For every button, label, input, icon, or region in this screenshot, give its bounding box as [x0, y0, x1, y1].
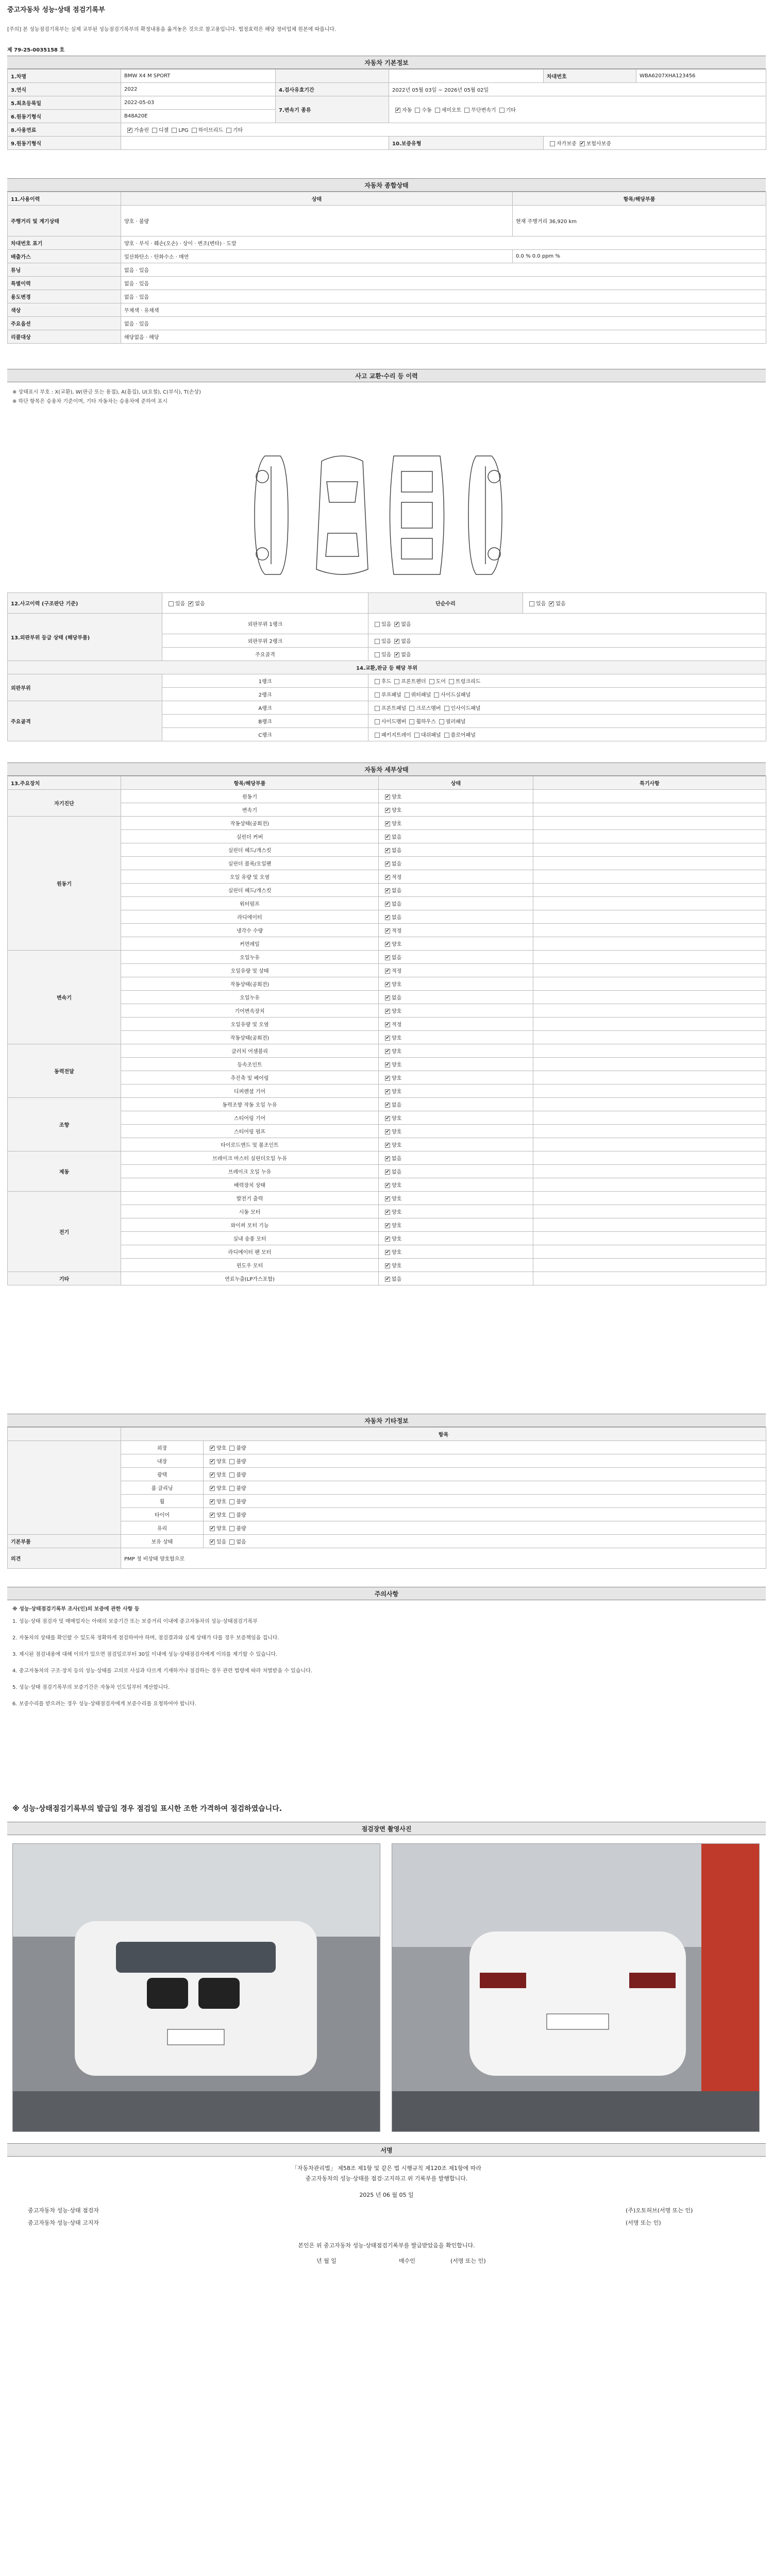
detail-item-name: 발전기 출력	[121, 1192, 379, 1205]
label-engine: 6.원동기형식	[8, 110, 121, 123]
detail-item-name: 브레이크 오일 누유	[121, 1165, 379, 1178]
detail-item-note	[533, 1151, 766, 1165]
detail-item-note	[533, 910, 766, 924]
other-group-label	[8, 1441, 121, 1535]
detail-row	[8, 1058, 766, 1071]
detail-item-note	[533, 991, 766, 1004]
label-color: 색상	[8, 303, 121, 317]
value-special: 없음 · 있음	[121, 277, 766, 290]
other-item-state: ✔ 양호 불량	[204, 1468, 766, 1481]
other-row	[8, 1508, 766, 1521]
value-buyer: (서명 또는 인)	[450, 2258, 486, 2264]
detail-item-state: ✔ 적정	[379, 870, 533, 884]
detail-item-state: ✔ 없음	[379, 857, 533, 870]
basic-info-table	[7, 69, 766, 150]
detail-item-state: ✔ 없음	[379, 951, 533, 964]
detail-group-label: 자기진단	[8, 790, 121, 817]
detail-item-state: ✔ 없음	[379, 991, 533, 1004]
other-item-name: 휠	[121, 1495, 204, 1508]
detail-row	[8, 910, 766, 924]
transmission-options: ✔ 자동 수동 세미오토 무단변속기 기타	[389, 96, 766, 123]
label-tuning: 튜닝	[8, 263, 121, 277]
detail-item-note	[533, 1192, 766, 1205]
detail-item-note	[533, 1058, 766, 1071]
notes-emphasis: ※ 성능·상태점검기록부의 발급일 경우 점검일 표시한 조한 가격하여 점검하였습니다.	[12, 1805, 282, 1813]
detail-item-state: ✔ 적정	[379, 964, 533, 977]
detail-item-note	[533, 1098, 766, 1111]
other-item-state: ✔ 양호 불량	[204, 1454, 766, 1468]
detail-row	[8, 1232, 766, 1245]
detail-row	[8, 790, 766, 803]
detail-item-name: 오일누유	[121, 991, 379, 1004]
detail-row	[8, 817, 766, 830]
detail-row	[8, 1218, 766, 1232]
other-item-name: 유리	[121, 1521, 204, 1535]
value-seller: (서명 또는 인)	[626, 2219, 661, 2226]
overall-head-2: 상태	[121, 192, 513, 206]
label-options: 주요옵션	[8, 317, 121, 330]
detail-row	[8, 991, 766, 1004]
section-overall-title: 자동차 종합상태	[7, 178, 766, 192]
label-inspector: 중고자동차 성능·상태 점검자	[28, 2207, 99, 2214]
value-mileage-state: 양호 · 불량	[121, 206, 513, 236]
other-item-state: ✔ 양호 불량	[204, 1441, 766, 1454]
section-repair-title: 사고 교환·수리 등 이력	[7, 369, 766, 382]
detail-item-state: ✔ 양호	[379, 1058, 533, 1071]
other-item-state: ✔ 양호 불량	[204, 1508, 766, 1521]
other-item-name: 타이어	[121, 1508, 204, 1521]
detail-item-note	[533, 1205, 766, 1218]
detail-group-label: 전기	[8, 1192, 121, 1272]
detail-item-state: ✔ 없음	[379, 1151, 533, 1165]
notes-line-6: 6. 보증수리를 받으려는 경우 성능·상태점검자에게 보증수리를 요청하여야 합니다.	[12, 1701, 196, 1707]
other-info-table: 항목 외장 ✔ 양호 불량 내장 ✔ 양호 불량 광택 ✔ 양호 불량 룸 클리닝 ✔ 양호 불량 휠 ✔ 양호 불량 타이어 ✔ 양호 불량 유리 ✔ 양호 불량 기본부품 보유 상태 ✔ 있음 없음 의견 PMP 정 비상태 양호함으로	[7, 1427, 766, 1569]
detail-row	[8, 1044, 766, 1058]
detail-item-state: ✔ 없음	[379, 843, 533, 857]
detail-item-name: 연료누출(LP가스포함)	[121, 1272, 379, 1285]
detail-item-state: ✔ 양호	[379, 1071, 533, 1084]
detail-item-note	[533, 977, 766, 991]
other-item-name: 내장	[121, 1454, 204, 1468]
repair-legend: ※ 상태표시 부호 : X(교환), W(판금 또는 용접), A(흠집), U(요철), C(부식), T(손상)	[12, 389, 201, 395]
detail-item-name: 타이로드엔드 및 볼조인트	[121, 1138, 379, 1151]
fuel-options: ✔ 가솔린 디젤 LPG 하이브리드 기타	[121, 123, 766, 137]
detail-group-label: 원동기	[8, 817, 121, 951]
notes-line-3: 3. 제시된 점검내용에 대해 이의가 있으면 점검일로부터 30일 이내에 성능·상태점검자에게 이의를 제기할 수 있습니다.	[12, 1652, 278, 1657]
detail-item-name: 실내 송풍 모터	[121, 1232, 379, 1245]
detail-item-name: 오일누유	[121, 951, 379, 964]
detail-item-state: ✔ 양호	[379, 1245, 533, 1259]
detail-item-note	[533, 897, 766, 910]
other-row	[8, 1481, 766, 1495]
detail-item-note	[533, 803, 766, 817]
section-other-title: 자동차 기타정보	[7, 1414, 766, 1427]
value-emission: 0.0 % 0.0 ppm %	[513, 250, 766, 263]
detail-head-2: 항목/해당부품	[121, 776, 379, 790]
section-notes-title: 주의사항	[7, 1587, 766, 1600]
detail-item-name: 스티어링 기어	[121, 1111, 379, 1125]
detail-item-state: ✔ 없음	[379, 1098, 533, 1111]
detail-item-state: ✔ 양호	[379, 803, 533, 817]
label-car-name: 1.차명	[8, 70, 121, 83]
detail-group-label: 기타	[8, 1272, 121, 1285]
notice-text: [주의] 본 성능점검기록부는 실제 교부된 성능점검기록부의 확정내용을 옮겨놓은 것으로 참고용입니다. 법정효력은 해당 정비업체 원본에 따릅니다.	[7, 27, 337, 32]
detail-row	[8, 951, 766, 964]
detail-row	[8, 803, 766, 817]
detail-item-state: ✔ 양호	[379, 1111, 533, 1125]
detail-row	[8, 1151, 766, 1165]
label-year: 3.연식	[8, 83, 121, 96]
detail-row	[8, 1018, 766, 1031]
detail-head-1: 13.주요장치	[8, 776, 121, 790]
other-item-state: ✔ 양호 불량	[204, 1481, 766, 1495]
detail-item-name: 시동 모터	[121, 1205, 379, 1218]
detail-item-note	[533, 1165, 766, 1178]
detail-item-note	[533, 964, 766, 977]
other-row	[8, 1495, 766, 1508]
detail-item-note	[533, 857, 766, 870]
detail-row	[8, 1004, 766, 1018]
value-first-reg: 2022-05-03	[121, 96, 276, 110]
other-row	[8, 1454, 766, 1468]
detail-row	[8, 1138, 766, 1151]
document-title: 중고자동차 성능·상태 점검기록부	[7, 6, 105, 14]
detail-row	[8, 884, 766, 897]
detail-item-name: 워터펌프	[121, 897, 379, 910]
document-number: 제 79-25-0035158 호	[7, 47, 65, 53]
detail-item-name: 실린더 헤드/개스킷	[121, 843, 379, 857]
detail-item-note	[533, 1084, 766, 1098]
detail-row	[8, 1098, 766, 1111]
label-rank1: 외판부위 1랭크	[162, 614, 368, 634]
detail-item-state: ✔ 양호	[379, 1125, 533, 1138]
label-first-reg: 5.최초등록일	[8, 96, 121, 110]
detail-row	[8, 924, 766, 937]
label-outer-panels: 13.외판부위 등급 상태 (해당부품)	[8, 614, 162, 661]
notes-line-2: 2. 자동차의 상태를 확인할 수 있도록 정확하게 점검하여야 하며, 점검결과와 실제 상태가 다를 경우 보증책임을 집니다.	[12, 1635, 279, 1641]
detail-item-state: ✔ 없음	[379, 897, 533, 910]
section-photos-title: 점검장면 촬영사진	[7, 1822, 766, 1835]
detail-row	[8, 1031, 766, 1044]
detail-item-name: 오일유량 및 오염	[121, 1018, 379, 1031]
value-inspector: (주)오토허브(서명 또는 인)	[626, 2207, 693, 2214]
detail-item-name: 동력조향 작동 오일 누유	[121, 1098, 379, 1111]
detail-item-name: 배력장치 상태	[121, 1178, 379, 1192]
detail-item-name: 실린더 블록/오일팬	[121, 857, 379, 870]
detail-group-label: 변속기	[8, 951, 121, 1044]
detail-group-label: 제동	[8, 1151, 121, 1192]
detail-row	[8, 1178, 766, 1192]
repair-legend-2: ※ 하단 항목은 승용차 기준이며, 기타 자동차는 승용차에 준하여 표시	[12, 399, 167, 404]
sign-date-2: 년 월 일	[316, 2258, 337, 2264]
value-rank1: 있음✔ 없음	[368, 614, 766, 634]
detail-item-state: ✔ 양호	[379, 1031, 533, 1044]
other-item-state: ✔ 양호 불량	[204, 1521, 766, 1535]
detail-item-state: ✔ 양호	[379, 1084, 533, 1098]
detail-item-name: 추진축 및 베어링	[121, 1071, 379, 1084]
detail-head-3: 상태	[379, 776, 533, 790]
detail-item-note	[533, 870, 766, 884]
detail-row	[8, 857, 766, 870]
value-emission-type: 일산화탄소 · 탄화수소 · 매연	[121, 250, 513, 263]
detail-row	[8, 977, 766, 991]
detail-item-state: ✔ 양호	[379, 1192, 533, 1205]
label-transmission: 7.변속기 종류	[276, 96, 389, 123]
label-inspect-period: 4.검사유효기간	[276, 83, 389, 96]
detail-item-note	[533, 830, 766, 843]
value-options: 없음 · 있음	[121, 317, 766, 330]
label-mileage: 주행거리 및 계기상태	[8, 206, 121, 236]
detail-item-note	[533, 1138, 766, 1151]
value-tuning: 없음 · 있음	[121, 263, 766, 277]
label-opinion: 의견	[8, 1548, 121, 1569]
detail-row	[8, 1084, 766, 1098]
label-basic-parts: 기본부품	[8, 1535, 121, 1548]
detail-item-name: 작동상태(공회전)	[121, 1031, 379, 1044]
detail-item-name: 와이퍼 모터 기능	[121, 1218, 379, 1232]
detail-item-name: 클러치 어셈블리	[121, 1044, 379, 1058]
detail-item-state: ✔ 양호	[379, 1044, 533, 1058]
detail-item-state: ✔ 양호	[379, 790, 533, 803]
label-buyer: 매수인	[399, 2258, 415, 2264]
section-basic-title: 자동차 기본정보	[7, 56, 766, 69]
label-fuel: 8.사용연료	[8, 123, 121, 137]
detail-row	[8, 1259, 766, 1272]
detail-row	[8, 1165, 766, 1178]
detail-item-name: 작동상태(공회전)	[121, 977, 379, 991]
detail-item-name: 윈도우 모터	[121, 1259, 379, 1272]
value-year: 2022	[121, 83, 276, 96]
detail-item-state: ✔ 양호	[379, 1178, 533, 1192]
value-rank2: 있음✔ 없음	[368, 634, 766, 648]
label-recall: 리콜대상	[8, 330, 121, 344]
detail-item-state: ✔ 양호	[379, 1259, 533, 1272]
detail-item-name: 오일 유량 및 오염	[121, 870, 379, 884]
detail-row	[8, 1125, 766, 1138]
detail-item-note	[533, 1218, 766, 1232]
detail-item-state: ✔ 적정	[379, 924, 533, 937]
value-car-name: BMW X4 M SPORT	[121, 70, 276, 83]
detail-item-note	[533, 1259, 766, 1272]
detail-item-name: 원동기	[121, 790, 379, 803]
overall-head-3: 항목/해당부품	[513, 192, 766, 206]
other-row	[8, 1468, 766, 1481]
value-recall: 해당없음 · 해당	[121, 330, 766, 344]
detail-item-name: 기어변속장치	[121, 1004, 379, 1018]
detail-item-state: ✔ 양호	[379, 1232, 533, 1245]
sign-line-2: 중고자동차의 성능·상태를 점검·고지하고 위 기록부를 발행합니다.	[305, 2175, 468, 2182]
car-diagram	[244, 446, 533, 585]
value-mileage: 현재 주행거리 36,920 km	[513, 206, 766, 236]
value-engine: B48A20E	[121, 110, 276, 123]
sign-confirm: 본인은 위 중고자동차 성능·상태점검기록부를 발급받았음을 확인합니다.	[298, 2242, 475, 2249]
detail-row	[8, 1071, 766, 1084]
detail-item-note	[533, 1071, 766, 1084]
detail-group-label: 동력전달	[8, 1044, 121, 1098]
other-item-name: 외장	[121, 1441, 204, 1454]
detail-item-name: 실린더 커버	[121, 830, 379, 843]
detail-item-state: ✔ 없음	[379, 1165, 533, 1178]
label-rank2: 외판부위 2랭크	[162, 634, 368, 648]
detail-row	[8, 937, 766, 951]
value-vin: WBA6207XHA123456	[636, 70, 766, 83]
detail-row	[8, 1272, 766, 1285]
label-simple-repair: 단순수리	[368, 593, 523, 614]
notes-line-1: 1. 성능·상태 점검자 및 매매업자는 아래의 보증기간 또는 보증거리 이내에 중고자동차의 성능·상태점검기록부	[12, 1619, 258, 1624]
detail-item-note	[533, 1044, 766, 1058]
other-row	[8, 1521, 766, 1535]
overall-head-1: 11.사용이력	[8, 192, 121, 206]
detail-item-state: ✔ 없음	[379, 884, 533, 897]
other-head: 항목	[121, 1428, 766, 1441]
section-detail-title: 자동차 세부상태	[7, 762, 766, 776]
detail-item-note	[533, 924, 766, 937]
other-item-state: ✔ 양호 불량	[204, 1495, 766, 1508]
detail-group-label: 조향	[8, 1098, 121, 1151]
detail-item-name: 변속기	[121, 803, 379, 817]
notes-head: ※ 성능·상태점검기록부 조사(인)의 보증에 관한 사항 등	[12, 1606, 140, 1612]
inspection-record-page	[7, 0, 766, 2576]
detail-item-state: ✔ 양호	[379, 1004, 533, 1018]
detail-item-note	[533, 790, 766, 803]
label-warranty: 10.보증유형	[389, 137, 544, 150]
detail-item-note	[533, 843, 766, 857]
detail-row	[8, 1205, 766, 1218]
detail-row	[8, 830, 766, 843]
sign-date: 2025 년 06 월 05 일	[359, 2192, 414, 2198]
detail-item-state: ✔ 양호	[379, 977, 533, 991]
detail-item-note	[533, 1004, 766, 1018]
detail-item-name: 브레이크 마스터 실린더오일 누유	[121, 1151, 379, 1165]
label-emission: 배출가스	[8, 250, 121, 263]
detail-item-note	[533, 1232, 766, 1245]
detail-row	[8, 897, 766, 910]
detail-item-name: 라디에이터 팬 모터	[121, 1245, 379, 1259]
detail-row	[8, 1111, 766, 1125]
value-accident: 있음✔ 없음	[162, 593, 368, 614]
detail-row	[8, 1245, 766, 1259]
other-item-name: 룸 클리닝	[121, 1481, 204, 1495]
detail-item-name: 스티어링 펌프	[121, 1125, 379, 1138]
detail-item-note	[533, 1111, 766, 1125]
photo-front	[12, 1843, 380, 2132]
value-frame: 있음✔ 없음	[368, 648, 766, 661]
detail-item-note	[533, 1125, 766, 1138]
detail-item-note	[533, 817, 766, 830]
detail-item-name: 디퍼렌셜 기어	[121, 1084, 379, 1098]
detail-item-state: ✔ 적정	[379, 1018, 533, 1031]
label-frame: 주요골격	[162, 648, 368, 661]
label-seller: 중고자동차 성능·상태 고지자	[28, 2219, 99, 2226]
value-opinion: PMP 정 비상태 양호함으로	[121, 1548, 766, 1569]
detail-item-name: 실린더 헤드/개스킷	[121, 884, 379, 897]
repair-status-table: 12.사고이력 (구조판단 기준) 있음✔ 없음 단순수리 있음✔ 없음 13.외판부위 등급 상태 (해당부품) 외판부위 1랭크 있음✔ 없음 외판부위 2랭크 있음✔ 없음 주요골격 있음✔ 없음 14.교환,판금 등 해당 부위 외판부위 1랭크 후드 프론트펜더 도어 트렁크리드 2랭크 루프패널 쿼터패널 사이드실패널 주요골격 A랭크 프론트패널 크로스멤버 인사이드패널 B랭크 사이드멤버 휠하우스 필러패널 C랭크 패키지트레이 대쉬패널 플로어패널	[7, 592, 766, 741]
label-accident: 12.사고이력 (구조판단 기준)	[8, 593, 162, 614]
detail-item-state: ✔ 양호	[379, 817, 533, 830]
label-vin-mark: 차대번호 표기	[8, 236, 121, 250]
detail-item-state: ✔ 양호	[379, 1218, 533, 1232]
detail-item-state: ✔ 없음	[379, 910, 533, 924]
detail-item-note	[533, 1272, 766, 1285]
warranty-options: 자가보증✔ 보험사보증	[544, 137, 766, 150]
detail-head-4: 특기사항	[533, 776, 766, 790]
detail-item-state: ✔ 양호	[379, 1205, 533, 1218]
detail-item-name: 오일유량 및 상태	[121, 964, 379, 977]
detail-item-name: 냉각수 수량	[121, 924, 379, 937]
value-inspect-period: 2022년 05월 03일 ~ 2026년 05월 02일	[389, 83, 766, 96]
label-vin: 차대번호	[544, 70, 636, 83]
detail-item-state: ✔ 없음	[379, 1272, 533, 1285]
detail-item-note	[533, 1018, 766, 1031]
detail-row	[8, 870, 766, 884]
detail-row	[8, 843, 766, 857]
value-use-change: 없음 · 있음	[121, 290, 766, 303]
detail-item-note	[533, 1031, 766, 1044]
detail-item-note	[533, 884, 766, 897]
section-sign-title: 서명	[7, 2143, 766, 2157]
other-item-name: 광택	[121, 1468, 204, 1481]
detail-item-name: 등속조인트	[121, 1058, 379, 1071]
label-special: 특별이력	[8, 277, 121, 290]
notes-line-5: 5. 성능·상태 점검기록부의 보증기간은 자동차 인도일부터 계산합니다.	[12, 1685, 170, 1690]
detail-state-table	[7, 776, 766, 1285]
detail-item-note	[533, 1178, 766, 1192]
photo-rear	[392, 1843, 760, 2132]
detail-item-note	[533, 937, 766, 951]
detail-item-name: 작동상태(공회전)	[121, 817, 379, 830]
label-exchange-parts: 14.교환,판금 등 해당 부위	[8, 661, 766, 674]
detail-item-state: ✔ 양호	[379, 937, 533, 951]
detail-item-note	[533, 951, 766, 964]
detail-item-name: 라디에이터	[121, 910, 379, 924]
detail-row	[8, 964, 766, 977]
value-color: 무채색 · 유채색	[121, 303, 766, 317]
detail-item-name: 커먼레일	[121, 937, 379, 951]
label-engine-type: 9.원동기형식	[8, 137, 121, 150]
detail-item-state: ✔ 없음	[379, 830, 533, 843]
label-use-change: 용도변경	[8, 290, 121, 303]
other-row	[8, 1441, 766, 1454]
value-simple-repair: 있음✔ 없음	[523, 593, 766, 614]
value-basic-parts: 보유 상태	[121, 1535, 204, 1548]
value-vin-mark: 양호 · 부식 · 훼손(오손) · 상이 · 변조(변타) · 도말	[121, 236, 766, 250]
detail-item-state: ✔ 양호	[379, 1138, 533, 1151]
sign-line-1: 「자동차관리법」 제58조 제1항 및 같은 법 시행규칙 제120조 제1항에 따라	[291, 2165, 482, 2172]
detail-item-note	[533, 1245, 766, 1259]
overall-state-table	[7, 192, 766, 344]
notes-line-4: 4. 중고자동차의 구조·장치 등의 성능·상태를 고의로 사실과 다르게 기재하거나 점검하는 경우 관련 법령에 따라 처벌받을 수 있습니다.	[12, 1668, 312, 1674]
detail-row	[8, 1192, 766, 1205]
